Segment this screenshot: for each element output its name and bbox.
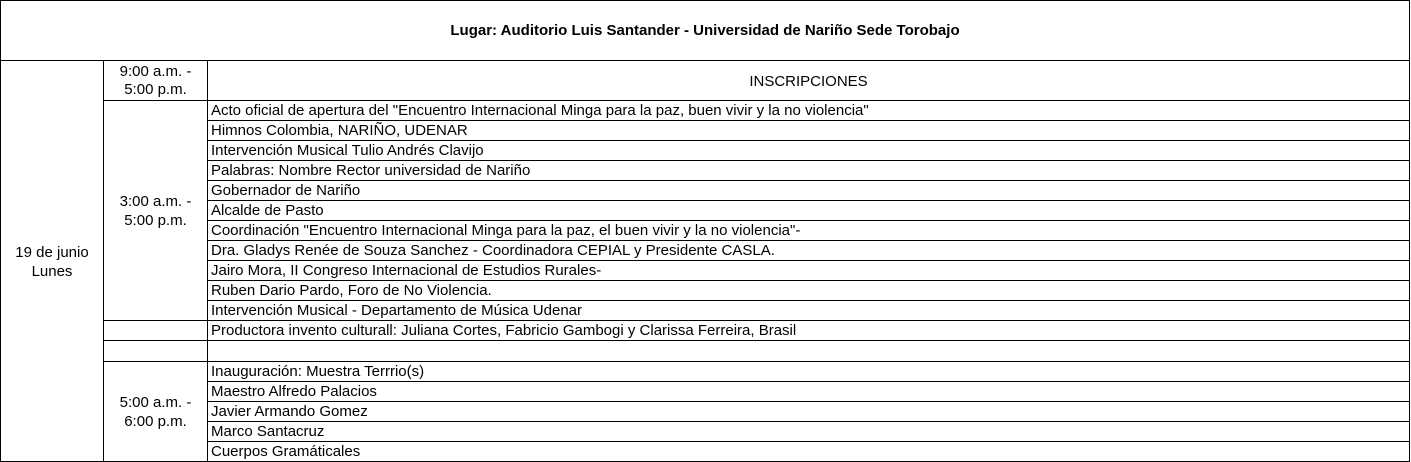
day-cell <box>1 62 103 461</box>
day-date: 19 de junio <box>15 243 89 261</box>
inscripciones-cell: INSCRIPCIONES <box>749 72 868 90</box>
venue-title: Lugar: Auditorio Luis Santander - Universidad de Nariño Sede Torobajo <box>0 0 1410 61</box>
event-row: Ruben Dario Pardo, Foro de No Violencia. <box>211 282 492 299</box>
day-weekday: Lunes <box>31 262 73 280</box>
event-row: Intervención Musical Tulio Andrés Clavijo <box>211 142 484 159</box>
time-slot-2 <box>104 101 207 320</box>
time-slot-1 <box>104 62 207 100</box>
event-row: Gobernador de Nariño <box>211 182 361 199</box>
event-row: Inauguración: Muestra Terrrio(s) <box>211 363 425 380</box>
event-row: Jairo Mora, II Congreso Internacional de Estudios Rurales- <box>211 262 602 279</box>
event-row: Palabras: Nombre Rector universidad de Nariño <box>211 162 531 179</box>
event-row: Dra. Gladys Renée de Souza Sanchez - Coordinadora CEPIAL y Presidente CASLA. <box>211 242 775 259</box>
event-row: Cuerpos Gramáticales <box>211 443 361 460</box>
event-row: Alcalde de Pasto <box>211 202 324 219</box>
event-row: Coordinación "Encuentro Internacional Minga para la paz, el buen vivir y la no violencia"- <box>211 222 801 239</box>
time-slot-3-end: 6:00 p.m. <box>124 412 187 430</box>
time-slot-1-end: 5:00 p.m. <box>124 81 187 98</box>
event-row: Himnos Colombia, NARIÑO, UDENAR <box>211 122 468 139</box>
event-row: Acto oficial de apertura del "Encuentro Internacional Minga para la paz, buen vivir y la no violencia" <box>211 102 869 119</box>
time-slot-3 <box>104 362 207 461</box>
event-row: Intervención Musical - Departamento de Música Udenar <box>211 302 583 319</box>
time-slot-2-end: 5:00 p.m. <box>124 211 187 229</box>
time-slot-3-start: 5:00 a.m. - <box>119 393 192 411</box>
event-row: Maestro Alfredo Palacios <box>211 383 377 400</box>
time-slot-2-start: 3:00 a.m. - <box>119 192 192 210</box>
row-divider <box>103 340 1410 341</box>
event-row: Javier Armando Gomez <box>211 403 368 420</box>
event-row: Marco Santacruz <box>211 423 325 440</box>
event-row: Productora invento culturall: Juliana Cortes, Fabricio Gambogi y Clarissa Ferreira, Brasil <box>211 322 797 339</box>
time-slot-1-start: 9:00 a.m. - <box>119 63 192 80</box>
